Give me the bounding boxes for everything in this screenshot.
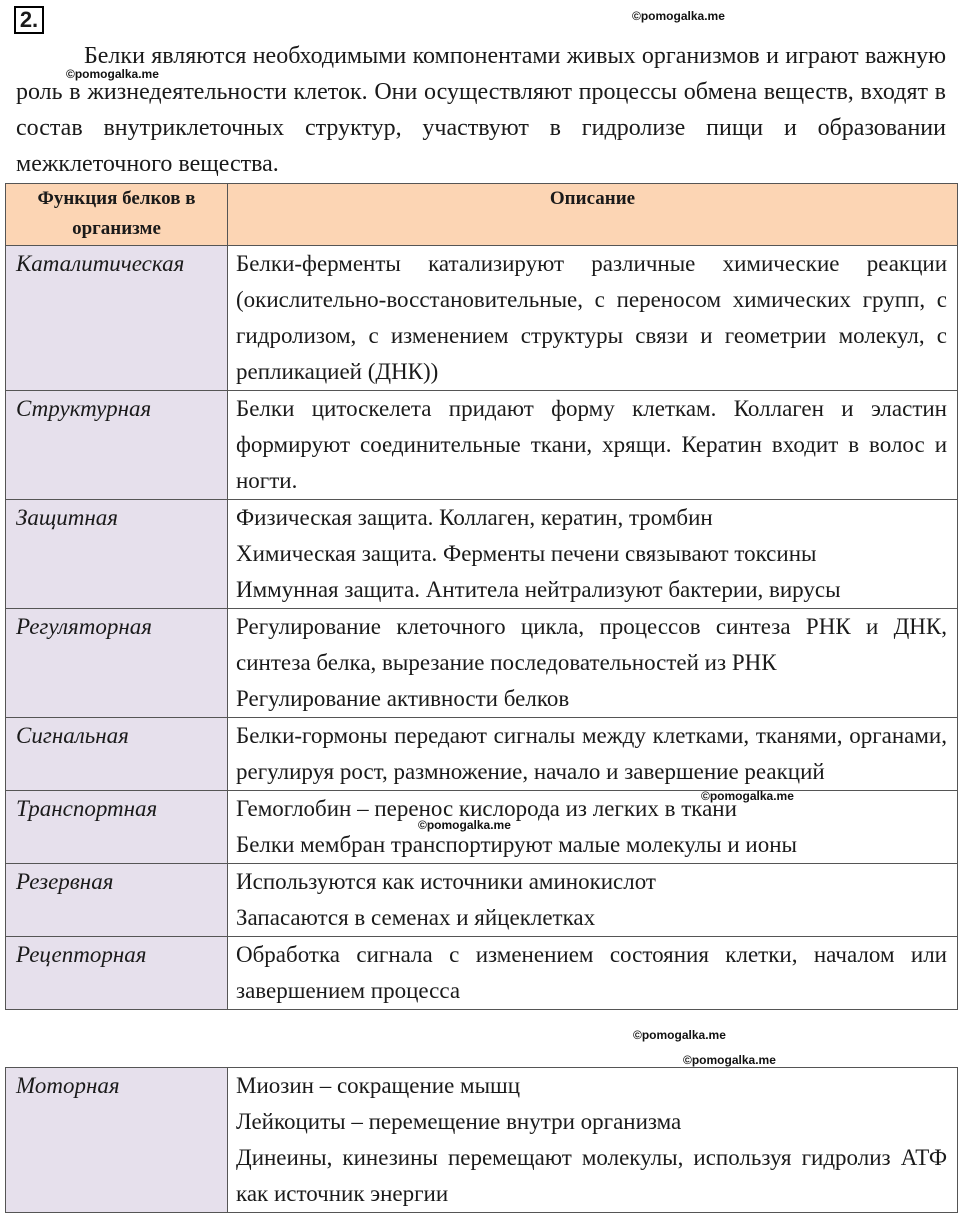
watermark: ©pomogalka.me xyxy=(683,1053,776,1067)
description-line: Иммунная защита. Антитела нейтрализуют бактерии, вирусы xyxy=(236,577,841,602)
description-line: Гемоглобин – перенос кислорода из легких в ткани xyxy=(236,796,737,821)
description-line: Химическая защита. Ферменты печени связывают токсины xyxy=(236,541,817,566)
watermark: ©pomogalka.me xyxy=(66,67,159,81)
header-description: Описание xyxy=(228,184,958,246)
description-cell xyxy=(228,246,958,391)
watermark: ©pomogalka.me xyxy=(701,789,794,803)
description-line: Запасаются в семенах и яйцеклетках xyxy=(236,905,596,930)
function-name-cell: Резервная xyxy=(6,864,228,937)
table-row xyxy=(6,391,958,500)
intro-paragraph: Белки являются необходимыми компонентами живых организмов и играют важную роль в жизнедеятельности клеток. Они осуществляют процессы обмена веществ, входят в состав внутриклеточных структур, участвуют в гидролизе пищи и образовании межклеточного вещества. xyxy=(16,43,946,177)
table-row xyxy=(6,1068,958,1213)
description-cell xyxy=(228,609,958,718)
description-cell xyxy=(228,718,958,791)
description-line: Физическая защита. Коллаген, кератин, тромбин xyxy=(236,505,713,530)
table-row xyxy=(6,500,958,609)
function-name-cell: Сигнальная xyxy=(6,718,228,791)
description-cell xyxy=(228,864,958,937)
description-line: Белки мембран транспортируют малые молекулы и ионы xyxy=(236,832,797,857)
watermark: ©pomogalka.me xyxy=(633,1028,726,1042)
function-name-cell: Рецепторная xyxy=(6,937,228,1010)
table-header-row xyxy=(6,184,958,246)
function-name-cell: Структурная xyxy=(6,391,228,500)
description-cell xyxy=(228,791,958,864)
description-cell xyxy=(228,1068,958,1213)
protein-functions-table xyxy=(5,183,958,1010)
description-line: Белки-гормоны передают сигналы между клетками, тканями, органами, регулируя рост, размножение, начало и завершение реакций xyxy=(236,723,947,784)
description-line: Регулирование клеточного цикла, процессов синтеза РНК и ДНК, синтеза белка, вырезание последовательностей из РНК xyxy=(236,614,947,675)
task-number: 2. xyxy=(14,6,44,34)
description-line: Регулирование активности белков xyxy=(236,686,570,711)
table-row xyxy=(6,609,958,718)
table-row xyxy=(6,864,958,937)
description-line: Лейкоциты – перемещение внутри организма xyxy=(236,1109,682,1134)
watermark: ©pomogalka.me xyxy=(418,818,511,832)
table-row xyxy=(6,246,958,391)
table-row xyxy=(6,718,958,791)
header-function: Функция белков в организме xyxy=(6,184,228,246)
description-cell xyxy=(228,391,958,500)
function-name-cell: Моторная xyxy=(6,1068,228,1213)
protein-functions-table-continued xyxy=(5,1067,958,1213)
description-line: Белки цитоскелета придают форму клеткам. Коллаген и эластин формируют соединительные ткани, хрящи. Кератин входит в волос и ногти. xyxy=(236,396,947,493)
function-name-cell: Каталитическая xyxy=(6,246,228,391)
description-line: Используются как источники аминокислот xyxy=(236,869,656,894)
function-name-cell: Защитная xyxy=(6,500,228,609)
description-cell xyxy=(228,500,958,609)
description-line: Обработка сигнала с изменением состояния клетки, началом или завершением процесса xyxy=(236,942,947,1003)
description-line: Белки-ферменты катализируют различные химические реакции (окислительно-восстановительные, с переносом химических групп, с гидролизом, с изменением структуры связи и геометрии молекул, с репликацией (ДНК)) xyxy=(236,251,947,384)
description-line: Динеины, кинезины перемещают молекулы, используя гидролиз АТФ как источник энергии xyxy=(236,1145,947,1206)
description-line: Миозин – сокращение мышц xyxy=(236,1073,521,1098)
function-name-cell: Регуляторная xyxy=(6,609,228,718)
description-cell xyxy=(228,937,958,1010)
function-name-cell: Транспортная xyxy=(6,791,228,864)
table-row xyxy=(6,937,958,1010)
watermark: ©pomogalka.me xyxy=(632,9,725,23)
